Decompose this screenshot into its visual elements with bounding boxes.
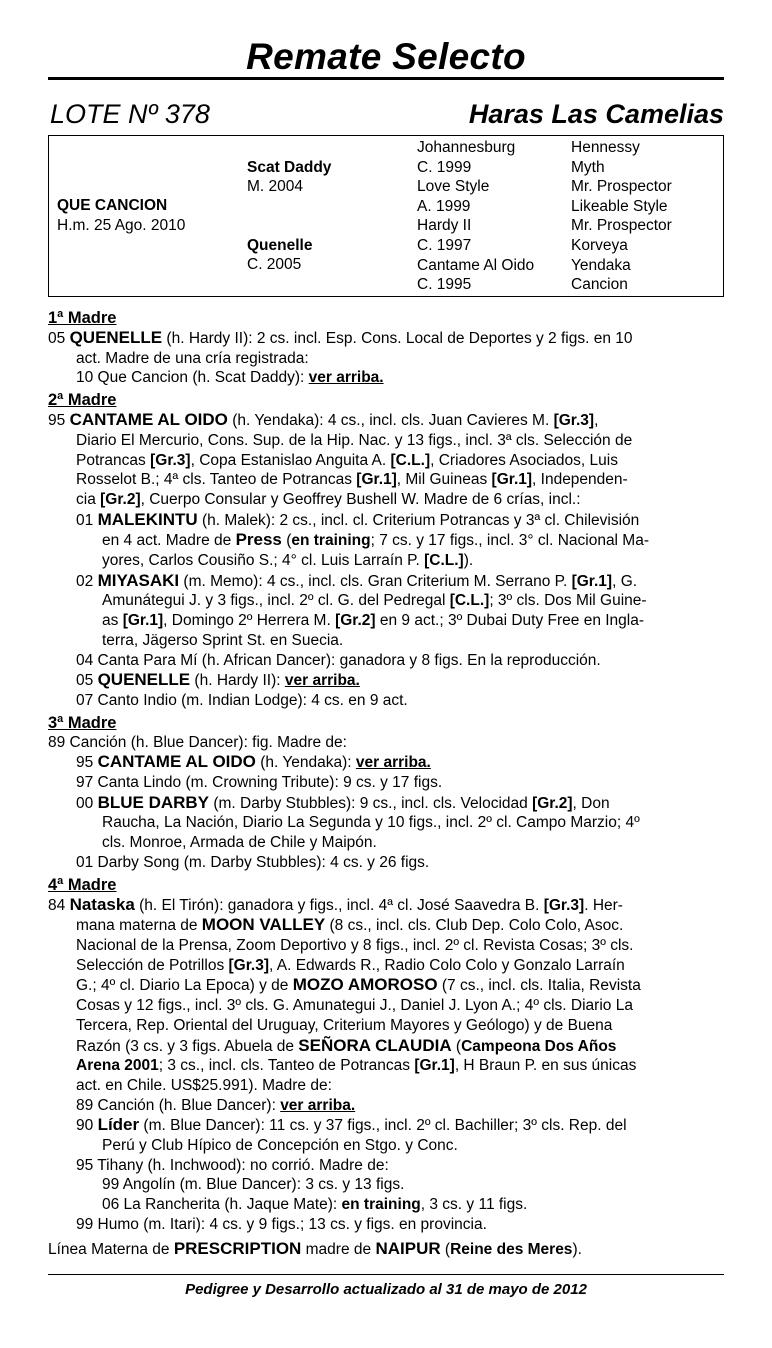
section-header: 2ª Madre [48,391,117,410]
text-segment: , Cuerpo Consular y Geoffrey Bushell W. Madre de 6 crías, incl.: [140,490,581,508]
sire-name: Scat Daddy [247,159,332,176]
produce-line [48,1076,724,1096]
grade-text: [Gr.3] [150,451,191,469]
horse-name: QUE CANCION [57,197,168,214]
lot-number: LOTE Nº 378 [50,99,210,129]
pedigree-ancestor: Korveya [571,237,628,254]
text-segment: , Domingo 2º Herrera M. [163,612,336,630]
produce-line [48,1115,724,1136]
pedigree-ancestor: C. 1997 [417,237,472,254]
text-segment: ; 3 cs., incl. cls. Tanteo de Potrancas [158,1057,415,1075]
horse-name: NAIPUR [375,1238,441,1258]
pedigree-ancestor: Yendaka [571,256,631,274]
produce-line [48,1056,724,1076]
text-segment: 95 [76,754,98,772]
produce-line [48,773,724,793]
pedigree-ancestor: Hardy II [417,217,472,235]
text-segment: Rosselot B.; 4ª cls. Tanteo de Potrancas [76,471,357,489]
grade-text: en training [341,1196,421,1214]
text-segment: (h. El Tirón): ganadora y figs., incl. 4ª cl. José Saavedra B. [134,896,544,914]
text-segment: . Her- [584,896,623,914]
text-segment: 84 [48,896,70,914]
pedigree-ancestor: Johannesburg [417,139,516,156]
text-segment: Razón (3 cs. y 3 figs. Abuela de [76,1037,299,1055]
text-segment: , Independen- [532,471,628,489]
dam-section [48,875,724,1235]
text-segment: ; 3º cls. Dos Mil Guine- [489,592,647,610]
dam-section [48,713,724,873]
produce-line [48,591,724,611]
text-segment: ( [281,532,292,550]
text-segment: act. Madre de una cría registrada: [76,349,309,367]
pedigree-ancestor: Love Style [417,178,490,196]
text-segment: 99 Angolín (m. Blue Dancer): 3 cs. y 13 figs. [102,1176,405,1194]
text-segment: Tercera, Rep. Oriental del Uruguay, Criterium Mayores y Geólogo) y de Buena [76,1016,613,1034]
grade-text: [Gr.3] [543,896,585,914]
text-segment: G.; 4º cl. Diario La Epoca) y de [76,977,293,995]
horse-name: MOON VALLEY [201,915,326,935]
text-segment: 95 [48,412,70,430]
cross-reference: ver arriba. [280,1096,356,1114]
pedigree-ancestor: Cancion [571,276,628,294]
produce-line [48,1175,724,1195]
grade-text: [Gr.1] [356,471,397,489]
horse-name: CANTAME AL OIDO [97,752,256,772]
grade-text: [Gr.2] [532,794,573,812]
text-segment: mana materna de [76,917,202,935]
cross-reference: ver arriba. [308,369,384,387]
horse-name: Nataska [69,894,135,914]
text-segment: 90 [76,1117,98,1135]
horse-name: SEÑORA CLAUDIA [298,1035,452,1055]
pedigree-ancestor: A. 1999 [417,197,471,215]
text-segment: , G. [612,572,638,590]
produce-line [48,1016,724,1036]
grade-text: [Gr.3] [228,956,269,974]
produce-line [48,670,724,691]
produce-line [48,895,724,916]
produce-line [48,328,724,349]
produce-line [48,956,724,976]
produce-line [48,1036,724,1057]
pedigree-ancestor: Mr. Prospector [571,178,672,196]
horse-name: QUENELLE [97,670,191,690]
footer-rule [48,1274,724,1275]
produce-line [48,431,724,451]
dam-name: Quenelle [247,237,313,254]
text-segment: Raucha, La Nación, Diario La Segunda y 10 figs., incl. 2º cl. Campo Marzio; 4º [102,814,640,832]
text-segment: ( [451,1037,462,1055]
horse-name: BLUE DARBY [97,792,210,812]
grade-text: [C.L.] [424,552,464,570]
produce-line [48,691,724,711]
text-segment: en 9 act.; 3º Dubai Duty Free en Ingla- [375,612,645,630]
text-segment: Diario El Mercurio, Cons. Sup. de la Hip. Nac. y 13 figs., incl. 3ª cls. Selección de [76,431,633,449]
sire-info: M. 2004 [247,178,304,195]
pedigree-ancestor: C. 1995 [417,276,472,294]
dam-info: C. 2005 [247,256,302,273]
maternal-line-note [48,1239,724,1260]
section-header: 4ª Madre [48,875,117,894]
text-segment: Reine des Meres [450,1240,573,1258]
text-segment: (8 cs., incl. cls. Club Dep. Colo Colo, Asoc. [325,917,624,935]
text-segment: cls. Monroe, Armada de Chile y Maipón. [102,834,377,852]
grade-text: [Gr.1] [571,572,613,590]
text-segment: , Copa Estanislao Anguita A. [190,451,391,469]
produce-line [48,752,724,773]
text-segment: cia [76,490,101,508]
text-segment: 99 Humo (m. Itari): 4 cs. y 9 figs.; 13 cs. y figs. en provincia. [76,1215,487,1233]
produce-line [48,571,724,592]
pedigree-ancestor: Likeable Style [571,197,668,215]
produce-line [48,793,724,814]
text-segment: , Criadores Asociados, Luis [430,451,618,469]
text-segment: en 4 act. Madre de [102,532,236,550]
text-segment: (h. Malek): 2 cs., incl. cl. Criterium Potrancas y 3ª cl. Chilevisión [197,511,640,529]
text-segment: (h. Yendaka): 4 cs., incl. cls. Juan Cavieres M. [227,412,554,430]
horse-name: CANTAME AL OIDO [69,410,228,430]
produce-line [48,1096,724,1116]
text-segment: Nacional de la Prensa, Zoom Deportivo y 8 figs., incl. 2º cl. Revista Cosas; 3º cls. [76,936,634,954]
pedigree-box [48,135,724,297]
grade-text: [Gr.1] [122,612,164,630]
text-segment: 01 [76,511,98,529]
page-title: Remate Selecto [246,36,526,77]
pedigree-ancestor: C. 1999 [417,158,472,176]
pedigree-ancestor: Hennessy [571,139,640,156]
produce-line [48,410,724,431]
text-segment: 02 [76,572,98,590]
produce-line [48,1195,724,1215]
text-segment: , A. Edwards R., Radio Colo Colo y Gonzalo Larraín [268,956,625,974]
text-segment: ). [572,1240,582,1258]
text-segment: (m. Blue Dancer): 11 cs. y 37 figs., incl. 2º cl. Bachiller; 3º cls. Rep. del [139,1117,627,1135]
text-segment: 05 [48,330,70,347]
text-segment: act. en Chile. US$25.991). Madre de: [76,1076,332,1094]
produce-line [48,813,724,833]
text-segment: 04 Canta Para Mí (h. African Dancer): ganadora y 8 figs. En la reproducción. [76,651,601,669]
produce-line [48,470,724,490]
text-segment: 05 [76,672,98,690]
produce-line [48,733,724,753]
text-segment: Cosas y 12 figs., incl. 3º cls. G. Amunategui J., Daniel J. Lyon A.; 4º cls. Diario La [76,997,633,1015]
text-segment: terra, Jägerso Sprint St. en Suecia. [102,631,344,649]
grade-text: en training [291,532,371,550]
grade-text: [C.L.] [449,592,490,610]
produce-line [48,1136,724,1156]
produce-line [48,651,724,671]
text-segment: 89 Canción (h. Blue Dancer): [76,1096,281,1114]
update-footer: Pedigree y Desarrollo actualizado al 31 de mayo de 2012 [185,1281,587,1298]
text-segment: Selección de Potrillos [76,956,229,974]
produce-line [48,368,724,388]
text-segment: 01 Darby Song (m. Darby Stubbles): 4 cs. y 26 figs. [76,853,430,871]
horse-name: Press [235,530,282,550]
text-segment: yores, Carlos Cousiño S.; 4° cl. Luis Larraín P. [102,552,425,570]
horse-info: H.m. 25 Ago. 2010 [57,217,186,234]
text-segment: (h. Hardy II): 2 cs. incl. Esp. Cons. Local de Deportes y 2 figs. en 10 [162,330,633,347]
grade-text: Arena 2001 [76,1057,159,1075]
text-segment: (h. Yendaka): [255,754,356,772]
text-segment: , [594,412,599,430]
grade-text: [Gr.3] [553,412,595,430]
text-segment: as [102,612,123,630]
produce-line [48,1215,724,1235]
text-segment: (m. Memo): 4 cs., incl. cls. Gran Criterium M. Serrano P. [179,572,572,590]
cross-reference: ver arriba. [355,754,431,772]
grade-text: [Gr.1] [491,471,533,489]
produce-line [48,975,724,996]
text-segment: 95 Tihany (h. Inchwood): no corrió. Madre de: [76,1156,389,1174]
text-segment: , H Braun P. en sus únicas [454,1057,637,1075]
produce-line [48,530,724,551]
text-segment: 00 [76,794,98,812]
text-segment: 10 Que Cancion (h. Scat Daddy): [76,369,309,387]
title-rule [48,77,724,80]
cross-reference: ver arriba. [284,672,360,690]
horse-name: PRESCRIPTION [173,1238,302,1258]
grade-text: [Gr.2] [100,490,141,508]
dam-section [48,308,724,388]
pedigree-ancestor: Myth [571,158,605,176]
produce-line [48,551,724,571]
text-segment: madre de [301,1240,376,1258]
dam-section [48,390,724,711]
horse-name: MALEKINTU [97,509,198,529]
grade-text: [Gr.1] [414,1057,455,1075]
text-segment: ). [463,552,474,570]
produce-line [48,833,724,853]
text-segment: 06 La Rancherita (h. Jaque Mate): [102,1196,342,1214]
text-segment: Perú y Club Hípico de Concepción en Stgo. y Conc. [102,1137,458,1155]
text-segment: (7 cs., incl. cls. Italia, Revista [437,977,641,995]
text-segment: Potrancas [76,451,151,469]
produce-line [48,853,724,873]
produce-line [48,915,724,936]
horse-name: MOZO AMOROSO [292,975,438,995]
produce-line [48,611,724,631]
produce-line [48,349,724,369]
horse-name: QUENELLE [69,328,163,347]
text-segment: (h. Hardy II): [190,672,285,690]
produce-line [48,1156,724,1176]
text-segment: 07 Canto Indio (m. Indian Lodge): 4 cs. en 9 act. [76,691,408,709]
text-segment: Amunátegui J. y 3 figs., incl. 2º cl. G. del Pedregal [102,592,450,610]
grade-text: Campeona Dos Años [461,1037,617,1055]
horse-name: MIYASAKI [97,570,180,590]
text-segment: (m. Darby Stubbles): 9 cs., incl. cls. Velocidad [209,794,533,812]
text-segment: ( [440,1240,451,1258]
grade-text: [C.L.] [390,451,431,469]
produce-line [48,996,724,1016]
produce-line [48,936,724,956]
stud-name: Haras Las Camelias [468,99,724,129]
section-header: 3ª Madre [48,713,117,732]
text-segment: , Don [572,794,610,812]
produce-line [48,631,724,651]
text-segment: 97 Canta Lindo (m. Crowning Tribute): 9 cs. y 17 figs. [76,774,443,792]
text-segment: Línea Materna de [48,1240,174,1258]
pedigree-ancestor: Cantame Al Oido [417,256,535,274]
horse-name: Líder [97,1115,140,1135]
section-header: 1ª Madre [48,309,117,327]
text-segment: ; 7 cs. y 17 figs., incl. 3° cl. Nacional Ma- [370,532,650,550]
pedigree-ancestor: Mr. Prospector [571,217,672,235]
text-segment: , 3 cs. y 11 figs. [420,1196,528,1214]
text-segment: , Mil Guineas [396,471,492,489]
produce-line [48,510,724,531]
produce-line [48,490,724,510]
grade-text: [Gr.2] [335,612,376,630]
produce-line [48,451,724,471]
text-segment: 89 Canción (h. Blue Dancer): fig. Madre de: [48,733,347,751]
family-sections [48,306,724,1260]
